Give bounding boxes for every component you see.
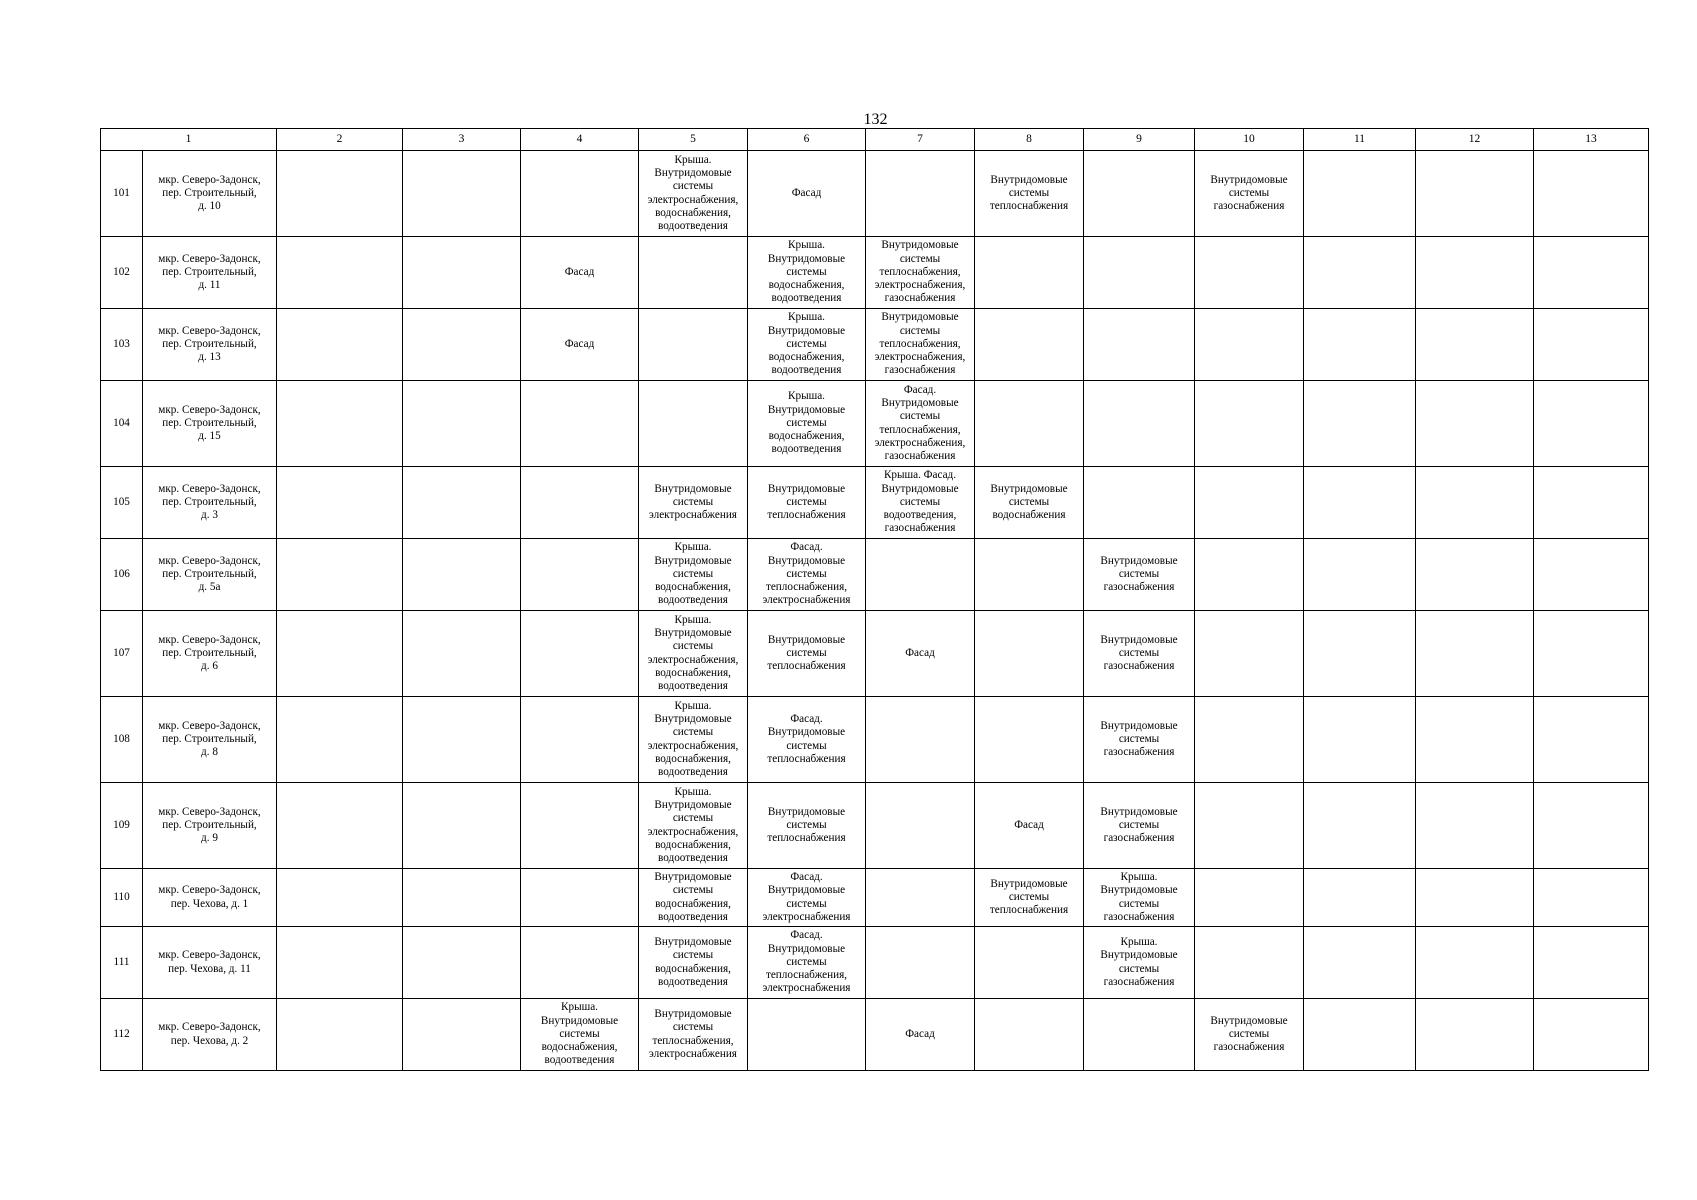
address-cell <box>143 869 277 927</box>
row-number-cell <box>101 467 143 539</box>
cell-col-4 <box>521 539 639 611</box>
cell-col-8 <box>975 783 1084 869</box>
cell-col-8 <box>975 927 1084 999</box>
cell-col-8 <box>975 467 1084 539</box>
cell-text: Внутридомовые системы газоснабжения <box>1210 1014 1288 1054</box>
cell-col-10 <box>1195 927 1304 999</box>
cell-col-8 <box>975 697 1084 783</box>
cell-col-11 <box>1304 611 1416 697</box>
cell-col-8 <box>975 539 1084 611</box>
address-cell <box>143 237 277 309</box>
cell-text: 104 <box>113 416 130 429</box>
cell-text: 110 <box>113 890 130 903</box>
page-number: 132 <box>863 111 888 128</box>
cell-col-5 <box>639 611 748 697</box>
cell-col-7 <box>866 869 975 927</box>
cell-col-6 <box>748 611 866 697</box>
cell-col-2 <box>277 999 403 1071</box>
cell-text: Крыша. Внутридомовые системы водоснабжения, водоотведения <box>540 1001 619 1067</box>
cell-col-2 <box>277 151 403 237</box>
cell-col-12 <box>1416 467 1534 539</box>
cell-col-6 <box>748 697 866 783</box>
cell-text: 108 <box>113 732 130 745</box>
cell-col-5 <box>639 539 748 611</box>
cell-col-11 <box>1304 151 1416 237</box>
cell-col-10 <box>1195 783 1304 869</box>
cell-text: мкр. Северо-Задонск, пер. Чехова, д. 2 <box>158 1021 261 1047</box>
cell-text: Фасад. Внутридомовые системы теплоснабжения, электроснабжения <box>762 929 851 995</box>
cell-text: 106 <box>113 567 130 580</box>
address-cell <box>143 783 277 869</box>
table-row <box>101 237 1649 309</box>
cell-col-7 <box>866 237 975 309</box>
cell-text: Внутридомовые системы газоснабжения <box>1210 173 1288 213</box>
cell-col-8 <box>975 999 1084 1071</box>
cell-col-2 <box>277 697 403 783</box>
cell-col-5 <box>639 999 748 1071</box>
cell-text: Крыша. Внутридомовые системы электроснабжения, водоснабжения, водоотведения <box>647 153 739 232</box>
cell-col-8 <box>975 237 1084 309</box>
cell-col-10 <box>1195 611 1304 697</box>
cell-text: 112 <box>113 1027 130 1040</box>
cell-col-13 <box>1534 611 1649 697</box>
row-number-cell <box>101 783 143 869</box>
cell-col-2 <box>277 381 403 467</box>
cell-col-12 <box>1416 999 1534 1071</box>
cell-col-11 <box>1304 381 1416 467</box>
cell-text: Внутридомовые системы водоснабжения <box>990 482 1068 522</box>
table-row <box>101 611 1649 697</box>
cell-col-10 <box>1195 309 1304 381</box>
cell-col-9 <box>1084 467 1195 539</box>
address-cell <box>143 697 277 783</box>
cell-col-5 <box>639 467 748 539</box>
column-header-12: 12 <box>1416 129 1534 151</box>
cell-col-12 <box>1416 151 1534 237</box>
cell-col-12 <box>1416 381 1534 467</box>
cell-col-6 <box>748 999 866 1071</box>
cell-text: Фасад <box>564 265 595 278</box>
cell-col-6 <box>748 927 866 999</box>
cell-col-5 <box>639 869 748 927</box>
cell-col-7 <box>866 309 975 381</box>
cell-col-5 <box>639 783 748 869</box>
cell-col-4 <box>521 697 639 783</box>
cell-col-3 <box>403 783 521 869</box>
cell-col-6 <box>748 151 866 237</box>
cell-text: мкр. Северо-Задонск, пер. Строительный, д. 5а <box>158 554 261 594</box>
column-header-8: 8 <box>975 129 1084 151</box>
cell-col-2 <box>277 467 403 539</box>
cell-col-10 <box>1195 237 1304 309</box>
cell-col-7 <box>866 927 975 999</box>
cell-text: Фасад <box>564 337 595 350</box>
table-row <box>101 467 1649 539</box>
cell-text: Фасад <box>905 1027 935 1040</box>
cell-col-6 <box>748 381 866 467</box>
cell-text: 103 <box>113 337 130 350</box>
cell-text: Фасад <box>905 646 935 659</box>
cell-col-3 <box>403 467 521 539</box>
column-header-row <box>101 129 1649 151</box>
cell-text: Внутридомовые системы теплоснабжения, электроснабжения, газоснабжения <box>874 239 966 305</box>
cell-text: Крыша. Внутридомовые системы водоснабжения, водоотведения <box>767 311 846 377</box>
cell-col-6 <box>748 869 866 927</box>
cell-text: мкр. Северо-Задонск, пер. Строительный, д. 6 <box>158 633 261 673</box>
cell-text: Внутридомовые системы теплоснабжения <box>767 482 846 522</box>
cell-col-13 <box>1534 309 1649 381</box>
cell-text: мкр. Северо-Задонск, пер. Строительный, д. 9 <box>158 805 261 845</box>
cell-text: Крыша. Фасад. Внутридомовые системы водоотведения, газоснабжения <box>881 469 959 535</box>
cell-col-12 <box>1416 237 1534 309</box>
cell-col-4 <box>521 381 639 467</box>
cell-col-5 <box>639 309 748 381</box>
cell-col-9 <box>1084 381 1195 467</box>
cell-text: Внутридомовые системы теплоснабжения <box>989 877 1069 917</box>
cell-col-13 <box>1534 237 1649 309</box>
row-number-cell <box>101 697 143 783</box>
cell-col-9 <box>1084 697 1195 783</box>
cell-col-2 <box>277 869 403 927</box>
address-cell <box>143 381 277 467</box>
row-number-cell <box>101 381 143 467</box>
cell-col-13 <box>1534 381 1649 467</box>
cell-col-7 <box>866 783 975 869</box>
cell-col-8 <box>975 151 1084 237</box>
cell-text: мкр. Северо-Задонск, пер. Чехова, д. 11 <box>158 949 261 975</box>
cell-text: Фасад <box>1014 818 1044 831</box>
cell-text: Фасад. Внутридомовые системы теплоснабжения, электроснабжения <box>762 541 851 607</box>
cell-col-4 <box>521 927 639 999</box>
cell-col-8 <box>975 381 1084 467</box>
column-header-9: 9 <box>1084 129 1195 151</box>
address-cell <box>143 539 277 611</box>
table-row <box>101 697 1649 783</box>
cell-col-8 <box>975 869 1084 927</box>
column-header-3: 3 <box>403 129 521 151</box>
cell-col-11 <box>1304 467 1416 539</box>
cell-text: 102 <box>113 265 130 278</box>
cell-col-2 <box>277 237 403 309</box>
cell-col-7 <box>866 381 975 467</box>
cell-col-13 <box>1534 151 1649 237</box>
table-row <box>101 869 1649 927</box>
cell-col-11 <box>1304 927 1416 999</box>
address-cell <box>143 927 277 999</box>
cell-col-11 <box>1304 539 1416 611</box>
table-row <box>101 309 1649 381</box>
cell-text: Внутридомовые системы водоснабжения, водоотведения <box>654 871 732 923</box>
table-row <box>101 381 1649 467</box>
cell-col-10 <box>1195 151 1304 237</box>
cell-col-2 <box>277 611 403 697</box>
cell-col-13 <box>1534 539 1649 611</box>
cell-text: Фасад. Внутридомовые системы теплоснабжения, электроснабжения, газоснабжения <box>874 383 966 462</box>
column-header-7: 7 <box>866 129 975 151</box>
cell-text: мкр. Северо-Задонск, пер. Строительный, д. 10 <box>158 173 261 213</box>
cell-text: Крыша. Внутридомовые системы электроснабжения, водоснабжения, водоотведения <box>647 785 739 864</box>
cell-text: Крыша. Внутридомовые системы газоснабжения <box>1100 871 1178 923</box>
cell-col-5 <box>639 151 748 237</box>
address-cell <box>143 151 277 237</box>
cell-col-10 <box>1195 381 1304 467</box>
table-row <box>101 539 1649 611</box>
cell-col-12 <box>1416 539 1534 611</box>
cell-col-11 <box>1304 237 1416 309</box>
cell-text: Внутридомовые системы теплоснабжения <box>989 173 1069 213</box>
table-body <box>101 129 1649 1071</box>
cell-text: Внутридомовые системы газоснабжения <box>1100 719 1178 759</box>
cell-text: Фасад. Внутридомовые системы электроснабжения <box>762 871 851 923</box>
cell-text: Внутридомовые системы теплоснабжения <box>767 805 846 845</box>
cell-col-13 <box>1534 467 1649 539</box>
cell-text: Внутридомовые системы теплоснабжения <box>767 633 846 673</box>
cell-col-10 <box>1195 467 1304 539</box>
cell-col-11 <box>1304 999 1416 1071</box>
cell-col-4 <box>521 999 639 1071</box>
address-cell <box>143 309 277 381</box>
cell-col-6 <box>748 237 866 309</box>
row-number-cell <box>101 869 143 927</box>
table-row <box>101 999 1649 1071</box>
column-header-13: 13 <box>1534 129 1649 151</box>
cell-col-7 <box>866 611 975 697</box>
cell-col-13 <box>1534 697 1649 783</box>
cell-col-9 <box>1084 999 1195 1071</box>
cell-col-6 <box>748 467 866 539</box>
column-header-1: 1 <box>101 129 277 151</box>
cell-col-4 <box>521 237 639 309</box>
cell-col-9 <box>1084 783 1195 869</box>
cell-col-13 <box>1534 783 1649 869</box>
cell-col-10 <box>1195 697 1304 783</box>
cell-col-3 <box>403 999 521 1071</box>
cell-text: 107 <box>113 646 130 659</box>
cell-col-10 <box>1195 869 1304 927</box>
cell-col-3 <box>403 151 521 237</box>
cell-col-4 <box>521 869 639 927</box>
table-row <box>101 783 1649 869</box>
cell-text: Крыша. Внутридомовые системы электроснабжения, водоснабжения, водоотведения <box>647 699 739 778</box>
cell-col-3 <box>403 869 521 927</box>
cell-col-3 <box>403 237 521 309</box>
cell-text: Внутридомовые системы газоснабжения <box>1100 633 1178 673</box>
cell-text: 111 <box>113 955 130 968</box>
cell-col-12 <box>1416 783 1534 869</box>
cell-col-7 <box>866 151 975 237</box>
column-header-11: 11 <box>1304 129 1416 151</box>
cell-col-9 <box>1084 151 1195 237</box>
cell-text: Фасад. Внутридомовые системы теплоснабжения <box>767 713 846 765</box>
cell-text: мкр. Северо-Задонск, пер. Строительный, д. 13 <box>158 324 261 364</box>
cell-text: Внутридомовые системы газоснабжения <box>1100 805 1178 845</box>
cell-text: мкр. Северо-Задонск, пер. Чехова, д. 1 <box>158 884 261 910</box>
cell-col-6 <box>748 309 866 381</box>
address-cell <box>143 611 277 697</box>
cell-col-7 <box>866 467 975 539</box>
row-number-cell <box>101 237 143 309</box>
row-number-cell <box>101 999 143 1071</box>
row-number-cell <box>101 539 143 611</box>
cell-text: мкр. Северо-Задонск, пер. Строительный, д. 8 <box>158 719 261 759</box>
cell-text: Внутридомовые системы электроснабжения <box>649 482 737 522</box>
cell-text: мкр. Северо-Задонск, пер. Строительный, д. 3 <box>158 482 261 522</box>
cell-col-13 <box>1534 869 1649 927</box>
cell-col-6 <box>748 783 866 869</box>
cell-text: мкр. Северо-Задонск, пер. Строительный, д. 11 <box>158 252 261 292</box>
column-header-5: 5 <box>639 129 748 151</box>
cell-text: Крыша. Внутридомовые системы водоснабжения, водоотведения <box>654 541 732 607</box>
cell-text: 109 <box>113 818 130 831</box>
cell-col-3 <box>403 309 521 381</box>
cell-col-2 <box>277 927 403 999</box>
row-number-cell <box>101 927 143 999</box>
cell-text: Фасад <box>791 186 822 199</box>
cell-col-3 <box>403 697 521 783</box>
cell-text: Внутридомовые системы теплоснабжения, электроснабжения, газоснабжения <box>874 311 966 377</box>
cell-col-9 <box>1084 869 1195 927</box>
cell-col-7 <box>866 999 975 1071</box>
row-number-cell <box>101 611 143 697</box>
cell-col-4 <box>521 151 639 237</box>
cell-col-5 <box>639 927 748 999</box>
cell-col-4 <box>521 783 639 869</box>
cell-col-10 <box>1195 999 1304 1071</box>
cell-col-13 <box>1534 927 1649 999</box>
cell-col-12 <box>1416 309 1534 381</box>
cell-col-3 <box>403 927 521 999</box>
table-row <box>101 151 1649 237</box>
cell-text: Крыша. Внутридомовые системы водоснабжения, водоотведения <box>767 239 846 305</box>
cell-col-2 <box>277 783 403 869</box>
cell-col-12 <box>1416 697 1534 783</box>
cell-col-11 <box>1304 869 1416 927</box>
cell-col-3 <box>403 539 521 611</box>
cell-col-5 <box>639 697 748 783</box>
cell-text: Крыша. Внутридомовые системы газоснабжения <box>1100 936 1178 988</box>
cell-col-6 <box>748 539 866 611</box>
cell-col-4 <box>521 309 639 381</box>
cell-col-4 <box>521 611 639 697</box>
cell-text: 101 <box>113 186 130 199</box>
cell-col-11 <box>1304 783 1416 869</box>
cell-text: Внутридомовые системы газоснабжения <box>1100 554 1178 594</box>
column-header-4: 4 <box>521 129 639 151</box>
cell-col-9 <box>1084 309 1195 381</box>
column-header-6: 6 <box>748 129 866 151</box>
cell-col-5 <box>639 381 748 467</box>
cell-col-8 <box>975 309 1084 381</box>
cell-text: Крыша. Внутридомовые системы электроснабжения, водоснабжения, водоотведения <box>647 613 739 692</box>
cell-col-2 <box>277 309 403 381</box>
cell-col-3 <box>403 381 521 467</box>
cell-col-9 <box>1084 539 1195 611</box>
cell-text: мкр. Северо-Задонск, пер. Строительный, д. 15 <box>158 403 261 443</box>
row-number-cell <box>101 309 143 381</box>
cell-col-7 <box>866 697 975 783</box>
cell-text: Внутридомовые системы теплоснабжения, электроснабжения <box>649 1008 737 1060</box>
cell-col-12 <box>1416 611 1534 697</box>
column-header-10: 10 <box>1195 129 1304 151</box>
cell-col-5 <box>639 237 748 309</box>
cell-col-12 <box>1416 869 1534 927</box>
cell-col-13 <box>1534 999 1649 1071</box>
cell-col-10 <box>1195 539 1304 611</box>
cell-text: Внутридомовые системы водоснабжения, водоотведения <box>654 936 732 988</box>
cell-col-8 <box>975 611 1084 697</box>
cell-col-11 <box>1304 309 1416 381</box>
cell-col-7 <box>866 539 975 611</box>
cell-col-9 <box>1084 611 1195 697</box>
cell-col-12 <box>1416 927 1534 999</box>
cell-col-2 <box>277 539 403 611</box>
cell-col-9 <box>1084 927 1195 999</box>
cell-col-11 <box>1304 697 1416 783</box>
address-cell <box>143 999 277 1071</box>
cell-text: Крыша. Внутридомовые системы водоснабжения, водоотведения <box>767 390 846 456</box>
row-number-cell <box>101 151 143 237</box>
repair-schedule-table <box>100 128 1649 1071</box>
cell-col-3 <box>403 611 521 697</box>
address-cell <box>143 467 277 539</box>
cell-text: 105 <box>113 495 130 508</box>
table-row <box>101 927 1649 999</box>
cell-col-4 <box>521 467 639 539</box>
cell-col-9 <box>1084 237 1195 309</box>
column-header-2: 2 <box>277 129 403 151</box>
